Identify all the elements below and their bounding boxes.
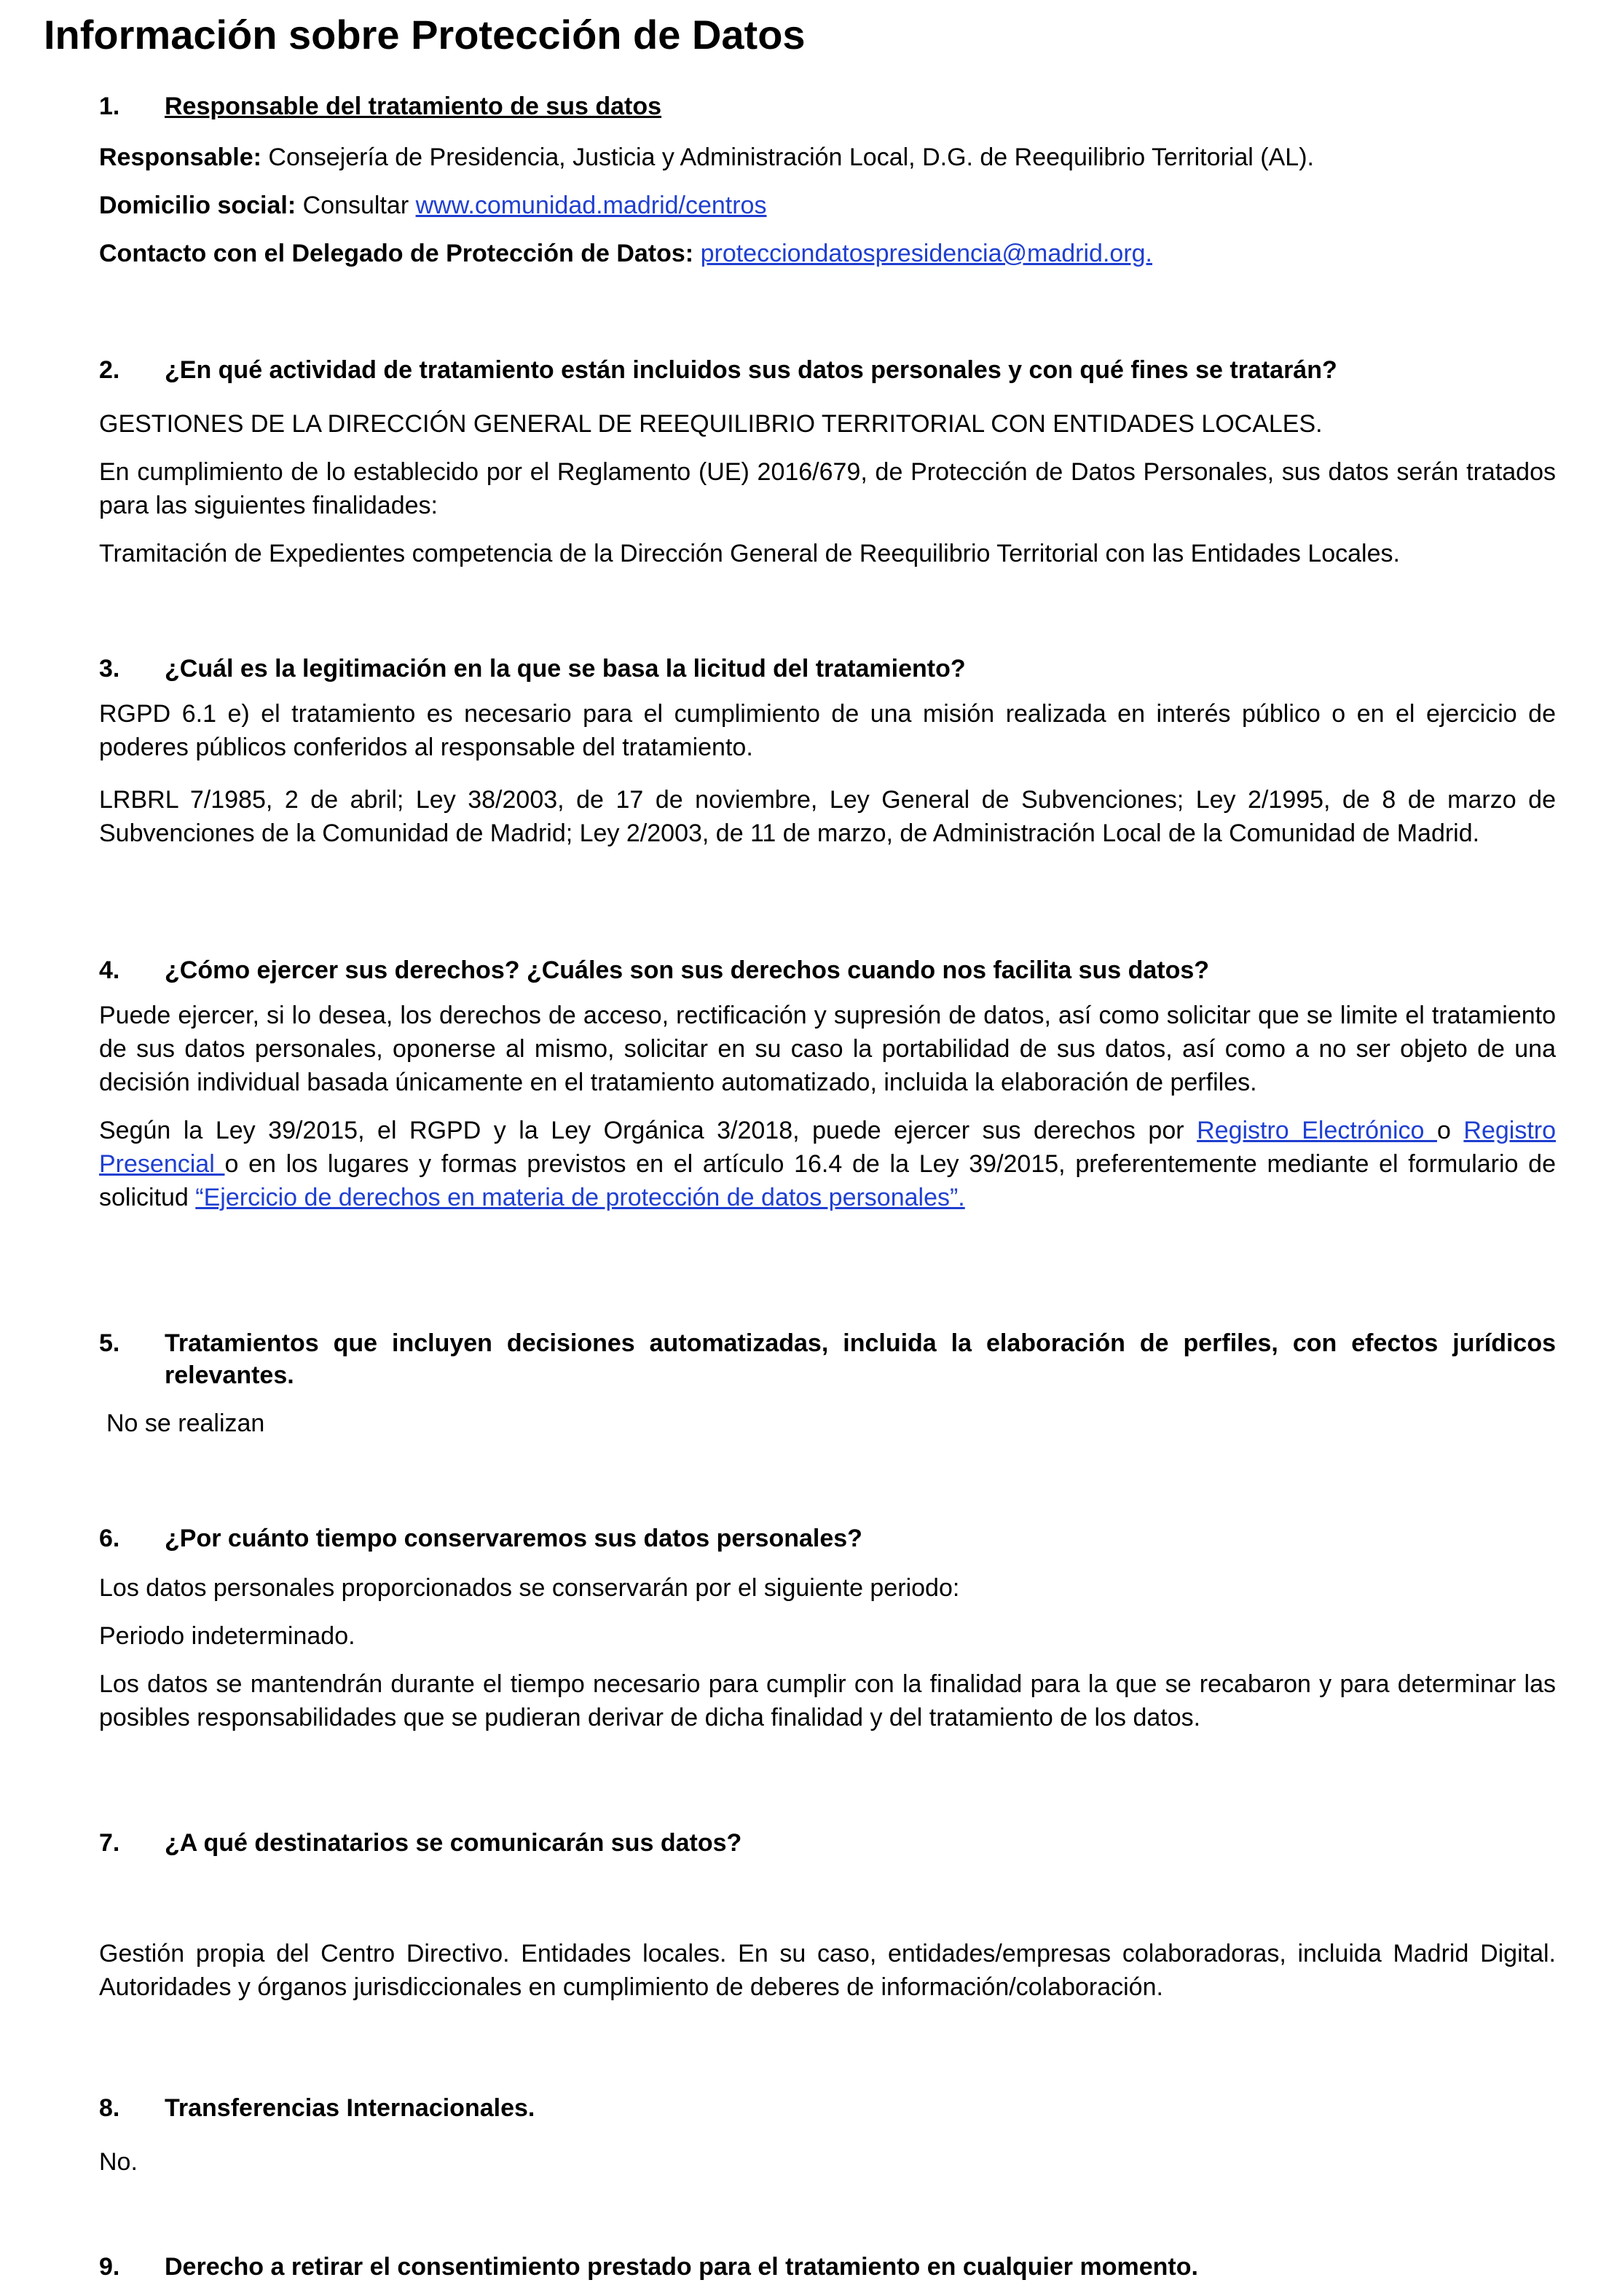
section-number: 2. (99, 356, 120, 384)
domicilio-paragraph (99, 189, 1556, 223)
paragraph: RGPD 6.1 e) el tratamiento es necesario para el cumplimiento de una misión realizada en interés público o en el ejercicio de poderes públicos conferidos al responsable del tratamiento. (99, 700, 1556, 762)
section-5 (99, 1327, 1556, 1455)
responsable-text: Consejería de Presidencia, Justicia y Administración Local, D.G. de Reequilibrio Territorial (AL). (261, 144, 1314, 172)
paragraph: Puede ejercer, si lo desea, los derechos de acceso, rectificación y supresión de datos, así como solicitar que se limite el tratamiento de sus datos personales, oponerse al mismo, solicitar en su caso la portabilidad de sus datos, así como a no ser objeto de una decisión individual basada únicamente en el tratamiento automatizado, incluida la elaboración de perfiles. (99, 1002, 1556, 1096)
responsable-label: Responsable: (99, 144, 261, 172)
text-run: o en los lugares y formas previstos en el artículo 16.4 de la Ley 39/2015, preferentemente mediante el formulario de solicitud (99, 1149, 1556, 1211)
paragraph: Los datos personales proporcionados se conservarán por el siguiente periodo: (99, 1574, 960, 1603)
section-number: 4. (99, 956, 120, 984)
section-4 (99, 954, 1556, 1230)
section-number: 9. (99, 2253, 120, 2281)
section-5-heading (99, 1327, 1556, 1391)
contacto-label: Contacto con el Delegado de Protección de Datos: (99, 239, 694, 267)
section-7 (99, 1827, 1556, 2019)
formulario-derechos-link[interactable]: “Ejercicio de derechos en materia de protección de datos personales”. (195, 1183, 965, 1211)
section-heading-text: ¿Por cuánto tiempo conservaremos sus datos personales? (165, 1525, 862, 1552)
domicilio-text: Consultar (296, 192, 416, 220)
text-run: o (1436, 1116, 1464, 1144)
paragraph: GESTIONES DE LA DIRECCIÓN GENERAL DE REEQUILIBRIO TERRITORIAL CON ENTIDADES LOCALES. (99, 410, 1323, 439)
section-number: 7. (99, 1829, 120, 1857)
registro-electronico-link[interactable]: Registro Electrónico (1197, 1116, 1437, 1144)
paragraph: No se realizan (106, 1410, 265, 1438)
section-number: 5. (99, 1329, 120, 1357)
paragraph: Gestión propia del Centro Directivo. Entidades locales. En su caso, entidades/empresas colaboradoras, incluida Madrid Digital. Autoridades y órganos jurisdiccionales en cumplimiento de deberes de información/colaboración. (99, 1940, 1556, 2002)
section-1 (99, 90, 1556, 286)
paragraph: En cumplimiento de lo establecido por el Reglamento (UE) 2016/679, de Protección de Datos Personales, sus datos serán tratados para las siguientes finalidades: (99, 458, 1556, 519)
rights-paragraph (99, 1114, 1556, 1215)
section-4-heading (99, 954, 1556, 986)
centros-link[interactable]: www.comunidad.madrid/centros (415, 192, 767, 220)
section-heading-text: ¿Cómo ejercer sus derechos? ¿Cuáles son sus derechos cuando nos facilita sus datos? (165, 956, 1210, 984)
contacto-paragraph (99, 237, 1556, 271)
dpo-email-link[interactable]: protecciondatospresidencia@madrid.org. (700, 239, 1152, 267)
section-number: 3. (99, 655, 120, 683)
section-8-heading (99, 2092, 1556, 2124)
section-heading-text: Transferencias Internacionales. (165, 2094, 535, 2122)
text-run: Según la Ley 39/2015, el RGPD y la Ley Orgánica 3/2018, puede ejercer sus derechos por (99, 1116, 1197, 1144)
section-heading-text: Responsable del tratamiento de sus datos (165, 93, 662, 120)
section-heading-text: ¿En qué actividad de tratamiento están incluidos sus datos personales y con qué fines se tratarán? (165, 356, 1337, 384)
paragraph: Tramitación de Expedientes competencia de la Dirección General de Reequilibrio Territorial con las Entidades Locales. (99, 539, 1400, 567)
section-2 (99, 354, 1556, 586)
domicilio-label: Domicilio social: (99, 192, 296, 220)
section-7-heading (99, 1827, 1556, 1859)
section-heading-text: Derecho a retirar el consentimiento prestado para el tratamiento en cualquier momento. (165, 2253, 1198, 2281)
page-title: Información sobre Protección de Datos (44, 12, 806, 58)
section-heading-text: ¿A qué destinatarios se comunicarán sus datos? (165, 1829, 742, 1857)
section-heading-text: ¿Cuál es la legitimación en la que se basa la licitud del tratamiento? (165, 655, 966, 683)
section-3-heading (99, 653, 1556, 685)
section-1-heading (99, 90, 1556, 122)
paragraph: LRBRL 7/1985, 2 de abril; Ley 38/2003, de 17 de noviembre, Ley General de Subvenciones; Ley 2/1995, de 8 de marzo de Subvenciones de la Comunidad de Madrid; Ley 2/2003, de 11 de marzo, de Administración Local de la Comunidad de Madrid. (99, 785, 1556, 847)
section-3 (99, 653, 1556, 865)
paragraph: Los datos se mantendrán durante el tiempo necesario para cumplir con la finalidad para la que se recabaron y para determinar las posibles responsabilidades que se pudieran derivar de dicha finalidad y del tratamiento de los datos. (99, 1670, 1556, 1731)
registro-presencial-link[interactable]: Registro Presencial (99, 1116, 1556, 1178)
section-number: 8. (99, 2094, 120, 2122)
paragraph: Periodo indeterminado. (99, 1622, 355, 1651)
section-6 (99, 1522, 1556, 1750)
section-9 (99, 2251, 1556, 2296)
section-6-heading (99, 1522, 1556, 1554)
section-heading-text: Tratamientos que incluyen decisiones automatizadas, incluida la elaboración de perfiles, con efectos jurídicos relevantes. (165, 1329, 1556, 1390)
section-9-heading (99, 2251, 1556, 2283)
responsable-paragraph (99, 141, 1556, 175)
paragraph: No. (99, 2148, 138, 2177)
section-number: 1. (99, 93, 120, 120)
section-2-heading (99, 354, 1556, 386)
section-number: 6. (99, 1525, 120, 1552)
section-8 (99, 2092, 1556, 2194)
